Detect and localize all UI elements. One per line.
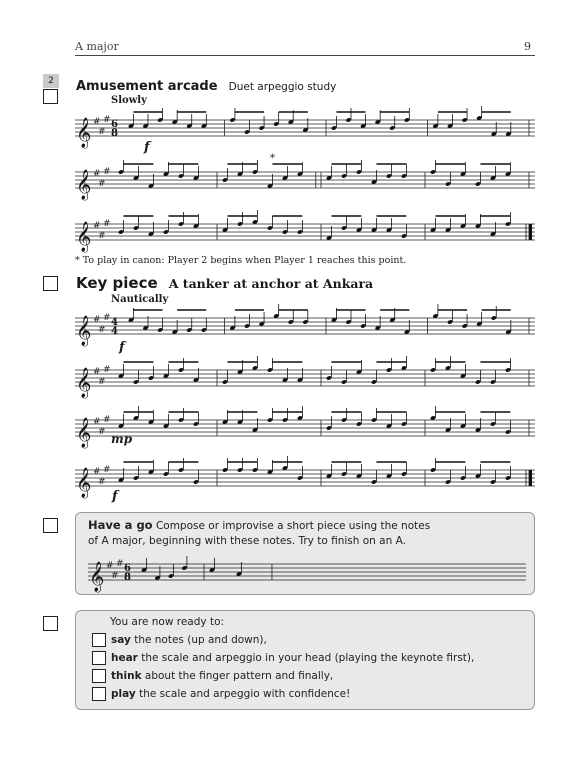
sharp-icon: # — [106, 561, 114, 571]
key-piece-staff-3 — [75, 408, 535, 448]
ready-item-bold: hear — [111, 652, 138, 664]
amusement-staff-2 — [75, 160, 535, 200]
time-sig-bottom: 8 — [124, 572, 131, 583]
treble-clef-icon: 𝄞 — [76, 222, 92, 252]
key-piece-dynamic-2: mp — [111, 432, 133, 446]
ready-item-bold: think — [111, 670, 142, 682]
final-bar-thick — [529, 470, 532, 486]
key-piece-checkbox[interactable] — [43, 276, 58, 291]
sharp-icon: # — [93, 117, 101, 127]
time-sig-bottom: 8 — [111, 128, 118, 139]
treble-clef-icon: 𝄞 — [76, 118, 92, 148]
ready-item-play — [92, 687, 350, 701]
treble-clef-icon: 𝄞 — [76, 170, 92, 200]
ready-item-say — [92, 633, 267, 647]
ready-item-text: the scale and arpeggio with confidence! — [139, 688, 351, 700]
amusement-arcade-checkbox[interactable] — [43, 89, 58, 104]
section-title: A major — [75, 40, 119, 53]
treble-clef-icon: 𝄞 — [89, 562, 105, 592]
key-piece-dynamic-3: f — [112, 489, 118, 504]
header-rule — [75, 55, 535, 56]
canon-footnote: * To play in canon: Player 2 begins when Player 1 reaches this point. — [75, 255, 407, 266]
sharp-icon: # — [93, 467, 101, 477]
ready-item-think — [92, 669, 333, 683]
amusement-dynamic: f — [144, 140, 150, 155]
have-a-go-line1: Compose or improvise a short piece using the notes — [155, 520, 431, 532]
time-sig-top: 6 — [111, 119, 118, 130]
ready-item-hear — [92, 651, 474, 665]
sharp-icon: # — [93, 367, 101, 377]
sharp-icon: # — [98, 377, 106, 387]
sharp-icon: # — [103, 115, 111, 125]
sharp-icon: # — [103, 415, 111, 425]
sharp-icon: # — [103, 313, 111, 323]
key-piece-tempo: Nautically — [111, 294, 169, 305]
time-sig-top: 6 — [124, 563, 131, 574]
amusement-staff-3 — [75, 212, 535, 252]
sharp-icon: # — [111, 571, 119, 581]
ready-item-bold: say — [111, 634, 131, 646]
hear-checkbox[interactable] — [92, 651, 106, 665]
sharp-icon: # — [98, 179, 106, 189]
amusement-title: Amusement arcade — [76, 79, 218, 94]
ready-checkbox[interactable] — [43, 616, 58, 631]
amusement-heading — [76, 75, 336, 94]
sharp-icon: # — [93, 221, 101, 231]
time-sig-top: 4 — [111, 317, 118, 328]
have-a-go-text — [88, 518, 430, 549]
have-a-go-line2: of A major, beginning with these notes. Try to finish on an A. — [88, 535, 406, 547]
final-bar-thick — [529, 224, 532, 240]
page-number: 9 — [524, 40, 531, 53]
sharp-icon: # — [103, 465, 111, 475]
key-piece-subtitle: A tanker at anchor at Ankara — [168, 276, 374, 291]
ready-item-text: the notes (up and down), — [134, 634, 267, 646]
have-a-go-checkbox[interactable] — [43, 518, 58, 533]
treble-clef-icon: 𝄞 — [76, 368, 92, 398]
sharp-icon: # — [98, 127, 106, 137]
sharp-icon: # — [93, 169, 101, 179]
amusement-tempo: Slowly — [111, 95, 147, 106]
key-piece-title: Key piece — [76, 274, 158, 292]
treble-clef-icon: 𝄞 — [76, 468, 92, 498]
sharp-icon: # — [103, 219, 111, 229]
have-a-go-staff — [88, 552, 526, 592]
key-piece-heading — [76, 273, 373, 292]
key-piece-dynamic-1: f — [119, 340, 125, 355]
have-a-go-label: Have a go — [88, 518, 153, 532]
ready-item-text: about the finger pattern and finally, — [144, 670, 334, 682]
amusement-subtitle: Duet arpeggio study — [228, 81, 337, 93]
sharp-icon: # — [98, 231, 106, 241]
key-piece-staff-4 — [75, 458, 535, 498]
sharp-icon: # — [98, 477, 106, 487]
sharp-icon: # — [93, 315, 101, 325]
treble-clef-icon: 𝄞 — [76, 418, 92, 448]
treble-clef-icon: 𝄞 — [76, 316, 92, 346]
say-checkbox[interactable] — [92, 633, 106, 647]
key-piece-staff-1 — [75, 306, 535, 346]
play-checkbox[interactable] — [92, 687, 106, 701]
sharp-icon: # — [103, 167, 111, 177]
ready-item-text: the scale and arpeggio in your head (playing the keynote first), — [141, 652, 475, 664]
ready-item-bold: play — [111, 688, 136, 700]
sharp-icon: # — [116, 559, 124, 569]
sharp-icon: # — [103, 365, 111, 375]
sharp-icon: # — [93, 417, 101, 427]
canon-mark: * — [270, 153, 275, 164]
sharp-icon: # — [98, 427, 106, 437]
exercise-number-badge: 2 — [43, 74, 59, 88]
ready-intro: You are now ready to: — [110, 616, 225, 628]
key-piece-staff-2 — [75, 358, 535, 398]
think-checkbox[interactable] — [92, 669, 106, 683]
sharp-icon: # — [98, 325, 106, 335]
time-sig-bottom: 4 — [111, 326, 118, 337]
